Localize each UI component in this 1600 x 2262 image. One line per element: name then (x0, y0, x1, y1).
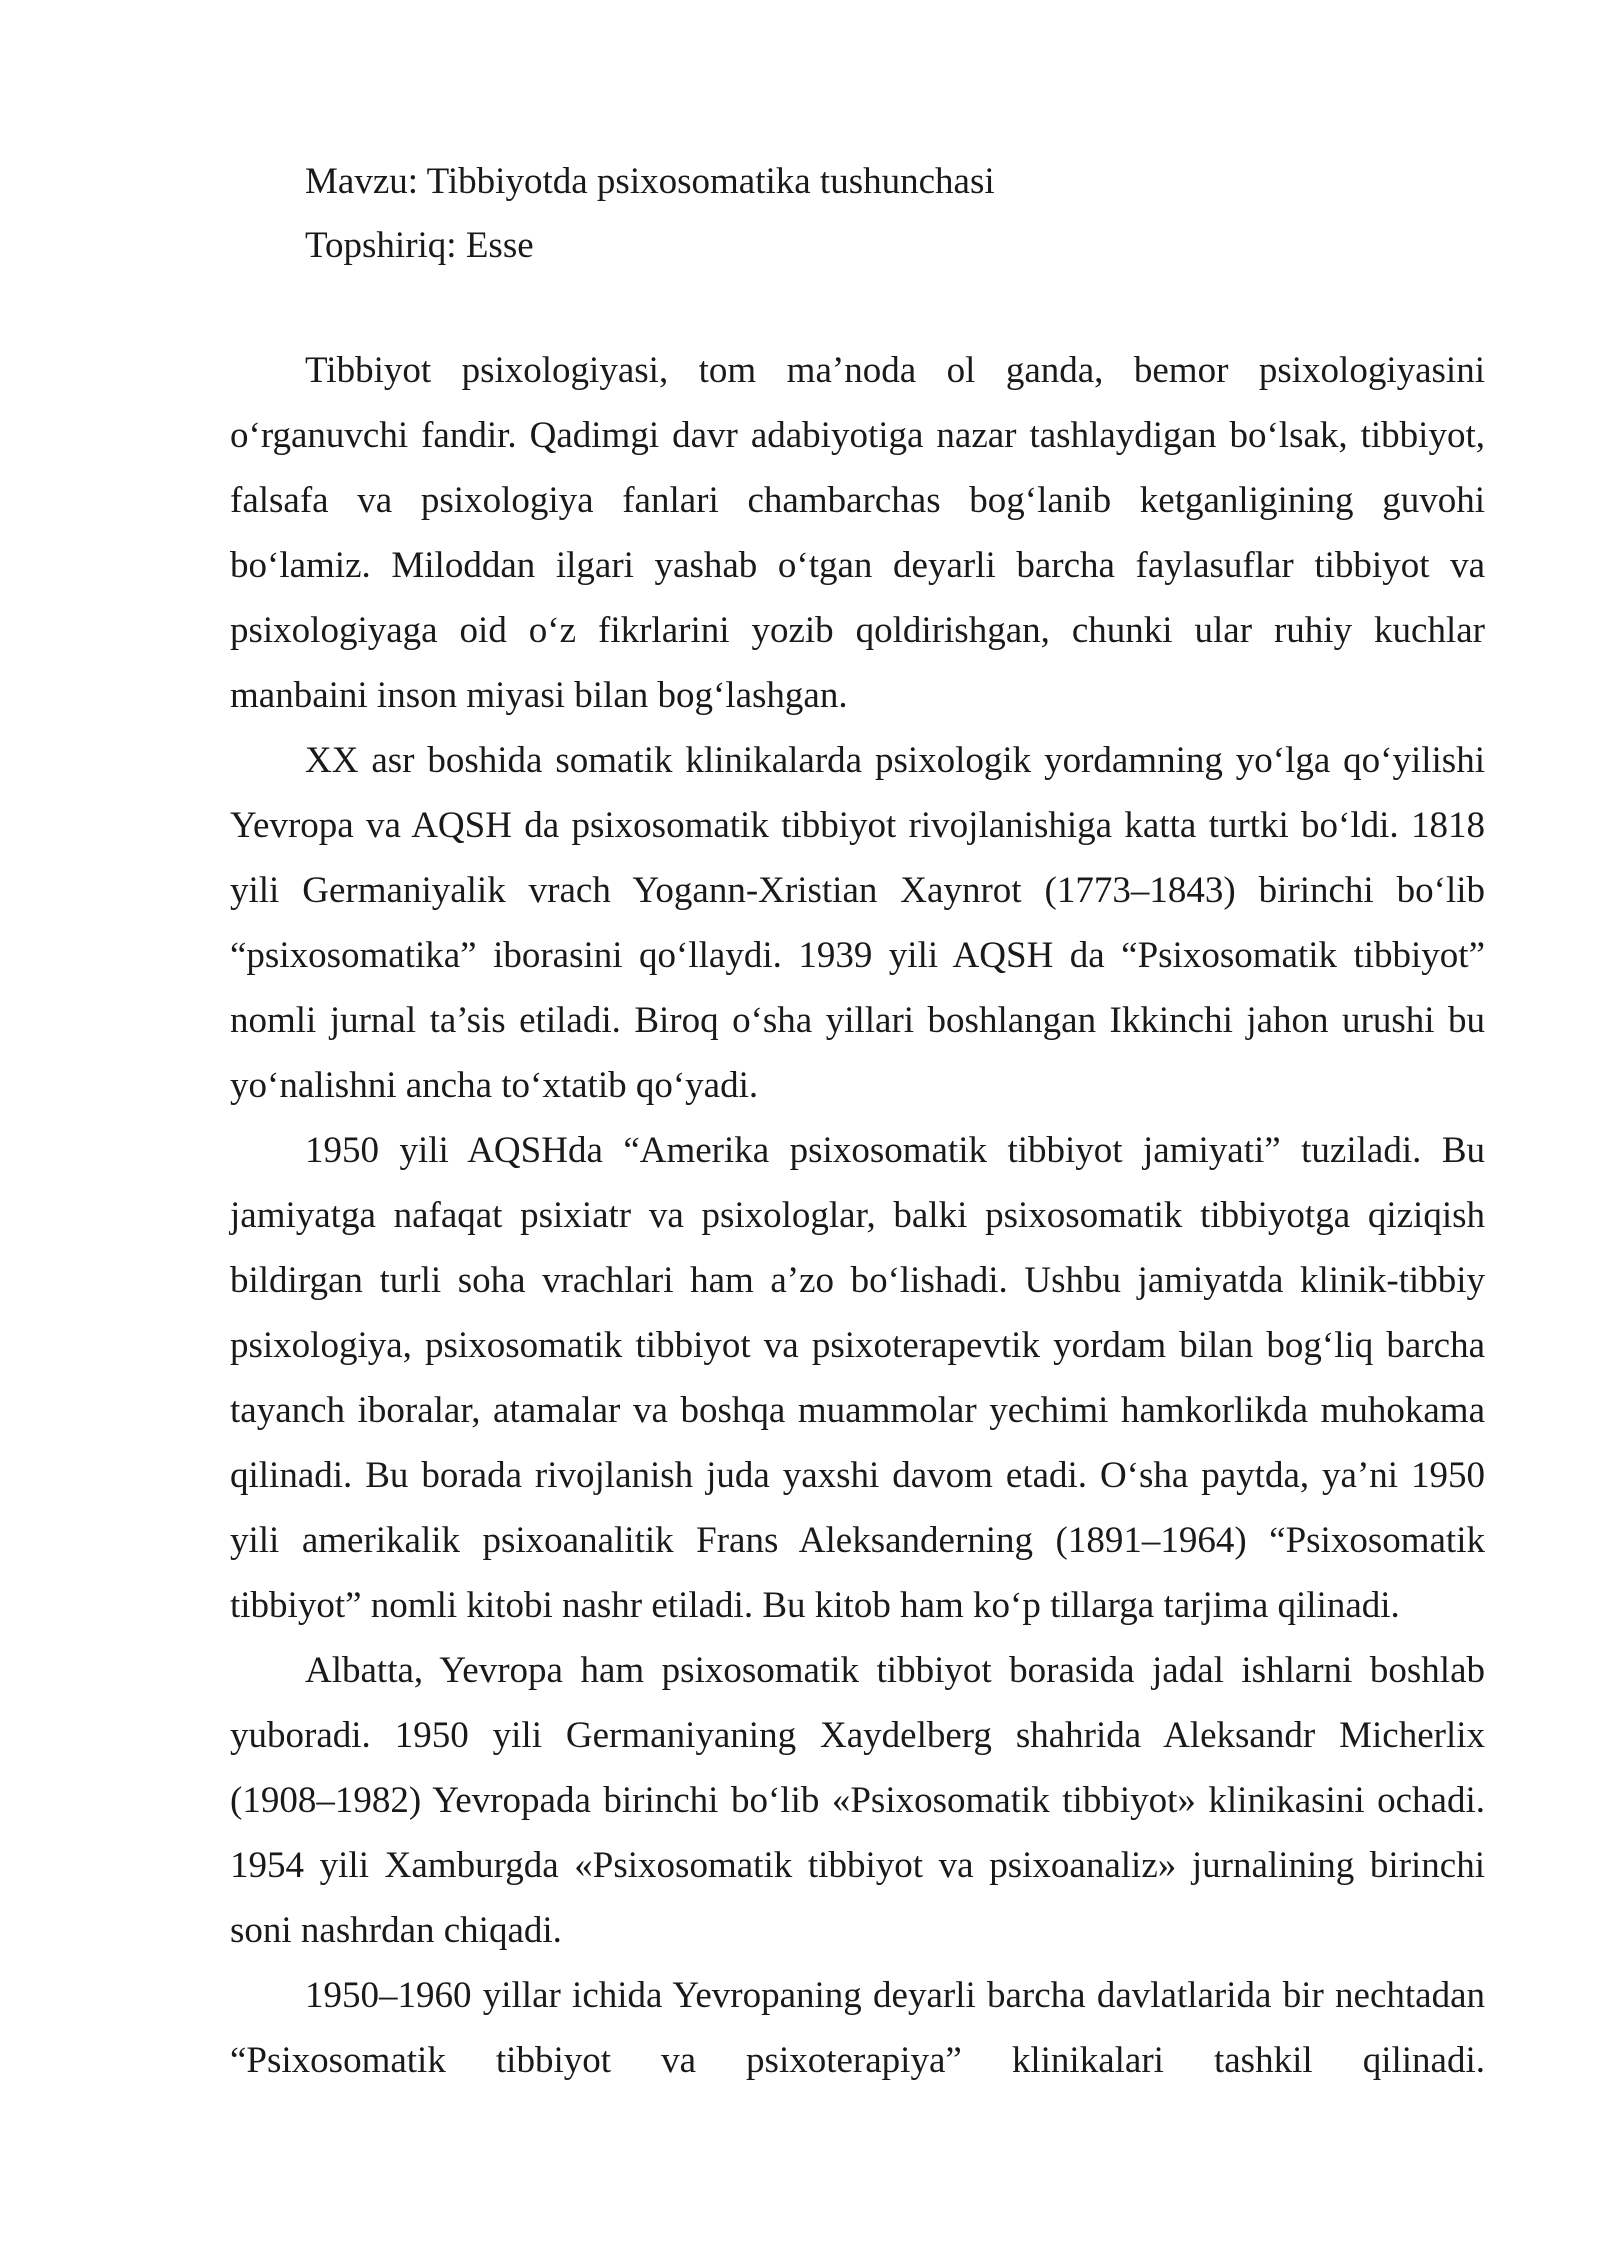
task-line: Topshiriq: Esse (305, 225, 534, 266)
paragraph-1: Tibbiyot psixologiyasi, tom ma’noda ol ganda, bemor psixologiyasini o‘rganuvchi fandir. Qadimgi davr adabiyotiga nazar tashlaydigan bo‘lsak, tibbiyot, falsafa va psixologiya fanlari chambarchas bog‘lanib ketganligining guvohi bo‘lamiz. Miloddan ilgari yashab o‘tgan deyarli barcha faylasuflar tibbiyot va psixologiyaga oid o‘z fikrlarini yozib qoldirishgan, chunki ular ruhiy kuchlar manbaini inson miyasi bilan bog‘lashgan. (230, 350, 1485, 716)
paragraph-5: 1950–1960 yillar ichida Yevropaning deyarli barcha davlatlarida bir nechtadan “Psixosomatik tibbiyot va psixoterapiya” klinikalari tashkil qilinadi. (230, 1975, 1485, 2081)
paragraph-4: Albatta, Yevropa ham psixosomatik tibbiyot borasida jadal ishlarni boshlab yuboradi. 1950 yili Germaniyaning Xaydelberg shahrida Aleksandr Micherlix (1908–1982) Yevropada birinchi bo‘lib «Psixosomatik tibbiyot» klinikasini ochadi. 1954 yili Xamburgda «Psixosomatik tibbiyot va psixoanaliz» jurnalining birinchi soni nashrdan chiqadi. (230, 1650, 1485, 1951)
topic-line: Mavzu: Tibbiyotda psixosomatika tushunchasi (305, 161, 995, 202)
paragraph-3: 1950 yili AQSHda “Amerika psixosomatik tibbiyot jamiyati” tuziladi. Bu jamiyatga nafaqat psixiatr va psixologlar, balki psixosomatik tibbiyotga qiziqish bildirgan turli soha vrachlari ham a’zo bo‘lishadi. Ushbu jamiyatda klinik-tibbiy psixologiya, psixosomatik tibbiyot va psixoterapevtik yordam bilan bog‘liq barcha tayanch iboralar, atamalar va boshqa muammolar yechimi hamkorlikda muhokama qilinadi. Bu borada rivojlanish juda yaxshi davom etadi. O‘sha paytda, ya’ni 1950 yili amerikalik psixoanalitik Frans Aleksanderning (1891–1964) “Psixosomatik tibbiyot” nomli kitobi nashr etiladi. Bu kitob ham ko‘p tillarga tarjima qilinadi. (230, 1130, 1485, 1626)
paragraph-2: XX asr boshida somatik klinikalarda psixologik yordamning yo‘lga qo‘yilishi Yevropa va AQSH da psixosomatik tibbiyot rivojlanishiga katta turtki bo‘ldi. 1818 yili Germaniyalik vrach Yogann-Xristian Xaynrot (1773–1843) birinchi bo‘lib “psixosomatika” iborasini qo‘llaydi. 1939 yili AQSH da “Psixosomatik tibbiyot” nomli jurnal ta’sis etiladi. Biroq o‘sha yillari boshlangan Ikkinchi jahon urushi bu yo‘nalishni ancha to‘xtatib qo‘yadi. (230, 740, 1485, 1106)
essay-body (230, 338, 1485, 2093)
document-header (305, 150, 1485, 278)
